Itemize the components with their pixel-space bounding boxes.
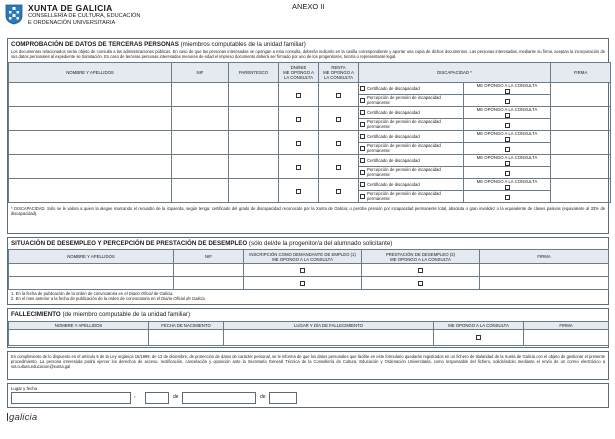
col-nif: NIF [172,63,229,83]
dni-oppose-checkbox[interactable] [296,165,301,170]
cert-oppose-checkbox[interactable] [505,185,510,190]
parentesco-cell[interactable] [229,179,279,203]
pension-label: Percepción de pensión de incapacidad permanente [367,95,441,105]
person-row [9,83,611,95]
dni-oppose-cell [279,83,319,107]
third-party-table [8,62,611,203]
place-comma: , [134,393,136,399]
col-nombre: NOMBRE Y APELLIDOS [9,322,149,330]
legal-notice-box [7,351,609,380]
pension-checkbox[interactable] [360,146,365,151]
pension-label: Percepción de pensión de incapacidad permanente [367,167,441,177]
nombre-cell[interactable] [9,107,172,131]
cert-checkbox[interactable] [360,110,365,115]
parentesco-cell[interactable] [229,107,279,131]
oppose-label: ME OPONGO A LA CONSULTA [476,178,538,184]
inscripcion-oppose-checkbox[interactable] [300,268,305,273]
pension-checkbox[interactable] [360,170,365,175]
nif-cell[interactable] [172,155,229,179]
section-title: FALLECIMIENTO (de miembro computable de la unidad familiar) [11,311,191,318]
pension-label: Percepción de pensión de incapacidad permanente [367,119,441,129]
prestacion-oppose-cell [362,264,480,277]
year-input[interactable] [269,392,297,404]
death-oppose-checkbox[interactable] [476,335,481,340]
col-renta: RENTA ME OPONGO A LA CONSULTA [319,63,359,83]
cert-cell [359,179,464,191]
pension-oppose-checkbox[interactable] [505,171,510,176]
cert-oppose-checkbox[interactable] [505,161,510,166]
renta-oppose-cell [319,179,359,203]
cert-label: Certificado de discapacidad [367,85,420,91]
death-row [9,330,609,346]
death-table [8,321,609,346]
oppose-label: ME OPONGO A LA CONSULTA [476,106,538,112]
legal-notice: En cumplimiento de lo dispuesto en el artículo 5 de la Ley orgánica 15/1999, de 13 de diciembre, de protección de datos de carácter personal, se le informa de que los datos personales que facilite en este formulario quedarán registrados en un fichero de titularidad de la Xunta de Galicia con el objeto de gestionar el presente procedimiento. La persona interesada podrá ejercer los derechos de acceso, rectificación, cancelación y oposición ante la Secretaría General Técnica de la Consellería de Cultura, Educación y Ordenación Universitaria, como responsable del fichero, solicitándolo mediante el envío de un correo electrónico a sxt.cultura.educacion@xunta.gal [11,354,605,369]
cert-oppose-cell [464,107,551,119]
dni-oppose-cell [279,107,319,131]
col-nombre: NOMBRE Y APELLIDOS [9,63,172,83]
cert-label: Certificado de discapacidad [367,157,420,163]
nombre-cell[interactable] [9,179,172,203]
dni-oppose-cell [279,131,319,155]
col-nif: NIF [174,250,244,264]
cert-checkbox[interactable] [360,86,365,91]
cert-label: Certificado de discapacidad [367,133,420,139]
disability-note: * DISCAPACIDAD. Sólo se le valora a quien la alegue marcando el recuadro de la izquierda, según tenga: certificado del grado de discapacidad reconocido por la Xunta de Galicia; o percibe pensión por incapacidad permanente total, absoluta o gran invalidez o la equivalente de clases pasivas (equivalente al 33% de discapacidad). [11,206,605,217]
pension-oppose-cell [464,95,551,107]
renta-oppose-cell [319,107,359,131]
xunta-logo-icon [4,3,24,25]
nombre-cell[interactable] [9,264,174,277]
nif-cell[interactable] [172,179,229,203]
renta-oppose-checkbox[interactable] [336,165,341,170]
section-third-party-data [7,38,609,234]
pension-cell [359,119,464,131]
prestacion-oppose-checkbox[interactable] [418,281,423,286]
inscripcion-oppose-cell [244,277,362,290]
cert-oppose-cell [464,155,551,167]
dni-oppose-checkbox[interactable] [296,141,301,146]
pension-cell [359,143,464,155]
unemployment-row [9,264,609,277]
nombre-cell[interactable] [9,83,172,107]
dni-oppose-cell [279,155,319,179]
cert-checkbox[interactable] [360,134,365,139]
nombre-cell[interactable] [9,277,174,290]
footnote-1: 1. En la fecha de publicación de la orden de convocatoria en el Diario Oficial de Galicia. [11,291,174,296]
person-row [9,179,611,191]
col-dni: DNI/NIE ME OPONGO A LA CONSULTA [279,63,319,83]
col-firma: FIRMA [480,250,609,264]
nif-cell[interactable] [174,277,244,290]
pension-oppose-checkbox[interactable] [505,147,510,152]
pension-cell [359,191,464,203]
cert-oppose-checkbox[interactable] [505,89,510,94]
pension-oppose-checkbox[interactable] [505,195,510,200]
cert-oppose-cell [464,179,551,191]
day-input[interactable] [145,392,169,404]
firma-cell[interactable] [551,155,611,179]
col-inscripcion: INSCRIPCIÓN COMO DEMANDANTE DE EMPLEO (1) ME OPONGO A LA CONSULTA [244,250,362,264]
pension-oppose-cell [464,191,551,203]
cert-cell [359,155,464,167]
de-label-2: de [260,394,266,400]
parentesco-cell[interactable] [229,83,279,107]
nombre-cell[interactable] [9,155,172,179]
prestacion-oppose-cell [362,277,480,290]
org-name: XUNTA DE GALICIA [28,3,113,13]
col-nombre: NOMBRE Y APELLIDOS [9,250,174,264]
firma-cell[interactable] [480,277,609,290]
section-title: COMPROBACIÓN DE DATOS DE TERCERAS PERSONAS (miembros computables de la unidad familiar) [11,41,306,48]
oppose-label: ME OPONGO A LA CONSULTA [476,154,538,160]
pension-oppose-cell [464,143,551,155]
pension-checkbox[interactable] [360,98,365,103]
firma-cell[interactable] [551,131,611,155]
person-row [9,107,611,119]
section-unemployment [7,237,609,305]
person-row [9,131,611,143]
firma-cell[interactable] [551,107,611,131]
firma-cell[interactable] [551,83,611,107]
pension-oppose-cell [464,119,551,131]
death-oppose-cell [434,330,524,346]
col-firma: FIRMA [524,322,609,330]
renta-oppose-checkbox[interactable] [336,93,341,98]
unemployment-footnotes [8,290,608,302]
cert-checkbox[interactable] [360,158,365,163]
pension-cell [359,167,464,179]
pension-checkbox[interactable] [360,194,365,199]
pension-oppose-checkbox[interactable] [505,123,510,128]
de-label-1: de [173,394,179,400]
cert-oppose-checkbox[interactable] [505,113,510,118]
oppose-label: ME OPONGO A LA CONSULTA [476,82,538,88]
section-intro: Los documentos relacionados serán objeto de consulta a las administraciones públicas. En caso de que las personas interesadas se opongan a esta consulta, deberán indicarlo en la casilla correspondiente y aportar una copia de dichos documentos. Las personas interesadas, mediante su firma, aceptan la incorporación de sus datos personales al expediente se tramitación. En caso de terceras personas interesadas menores de edad el impreso documento deberá ser firmado por uno de los progenitores, tutor/a o representante legal. [11,49,605,60]
dni-oppose-cell [279,179,319,203]
col-fecha-nacimiento: FECHA DE NACIMIENTO [149,322,224,330]
nif-cell[interactable] [172,107,229,131]
col-firma: FIRMA [551,63,611,83]
nombre-cell[interactable] [9,330,149,346]
unemployment-row [9,277,609,290]
footnote-2: 2. En el mes anterior a la fecha de publicación de la orden de convocatoria en el Diario Oficial de Galicia. [11,296,206,302]
pension-label: Percepción de pensión de incapacidad permanente [367,191,441,201]
nif-cell[interactable] [172,83,229,107]
col-opongo: ME OPONGO A LA CONSULTA [434,322,524,330]
nif-cell[interactable] [174,264,244,277]
department-name [28,13,140,27]
month-input[interactable] [182,392,256,404]
dni-oppose-checkbox[interactable] [296,189,301,194]
col-lugar-fallecimiento: LUGAR Y DÍA DE FALLECIMIENTO [224,322,434,330]
fecha-nacimiento-cell[interactable] [149,330,224,346]
cert-label: Certificado de discapacidad [367,181,420,187]
dni-oppose-checkbox[interactable] [296,117,301,122]
renta-oppose-cell [319,155,359,179]
pension-oppose-checkbox[interactable] [505,99,510,104]
parentesco-cell[interactable] [229,155,279,179]
department-line-2: E ORDENACIÓN UNIVERSITARIA [28,20,116,26]
cert-oppose-checkbox[interactable] [505,137,510,142]
prestacion-oppose-checkbox[interactable] [418,268,423,273]
pension-label: Percepción de pensión de incapacidad permanente [367,143,441,153]
place-date-label: Lugar y fecha [11,386,38,391]
cert-oppose-cell [464,83,551,95]
renta-oppose-checkbox[interactable] [336,117,341,122]
col-parentesco: PARENTESCO [229,63,279,83]
inscripcion-oppose-checkbox[interactable] [300,281,305,286]
galicia-brand: galicia [9,412,38,423]
department-line-1: CONSELLERÍA DE CULTURA, EDUCACIÓN [28,13,141,19]
unemployment-table [8,249,609,290]
person-row [9,155,611,167]
nombre-cell[interactable] [9,131,172,155]
renta-oppose-checkbox[interactable] [336,141,341,146]
oppose-label: ME OPONGO A LA CONSULTA [476,130,538,136]
cert-checkbox[interactable] [360,182,365,187]
renta-oppose-checkbox[interactable] [336,189,341,194]
renta-oppose-cell [319,131,359,155]
parentesco-cell[interactable] [229,131,279,155]
lugar-fallecimiento-cell[interactable] [224,330,434,346]
cert-oppose-cell [464,131,551,143]
pension-cell [359,95,464,107]
pension-oppose-cell [464,167,551,179]
cert-cell [359,131,464,143]
cert-label: Certificado de discapacidad [367,109,420,115]
col-prestacion: PRESTACIÓN DE DESEMPLEO (2) ME OPONGO A LA CONSULTA [362,250,480,264]
cert-cell [359,107,464,119]
nif-cell[interactable] [172,131,229,155]
firma-cell[interactable] [480,264,609,277]
firma-cell[interactable] [524,330,609,346]
inscripcion-oppose-cell [244,264,362,277]
section-death [7,308,609,348]
col-discapacidad: DISCAPACIDAD * [359,63,551,83]
pension-checkbox[interactable] [360,122,365,127]
dni-oppose-checkbox[interactable] [296,93,301,98]
cert-cell [359,83,464,95]
annex-title: ANEXO II [292,2,325,11]
renta-oppose-cell [319,83,359,107]
firma-cell[interactable] [551,179,611,203]
section-title: SITUACIÓN DE DESEMPLEO Y PERCEPCIÓN DE PRESTACIÓN DE DESEMPLEO (sólo del/de la progenitor/a del alumnado solicitante) [11,240,393,247]
place-input[interactable] [11,392,131,404]
